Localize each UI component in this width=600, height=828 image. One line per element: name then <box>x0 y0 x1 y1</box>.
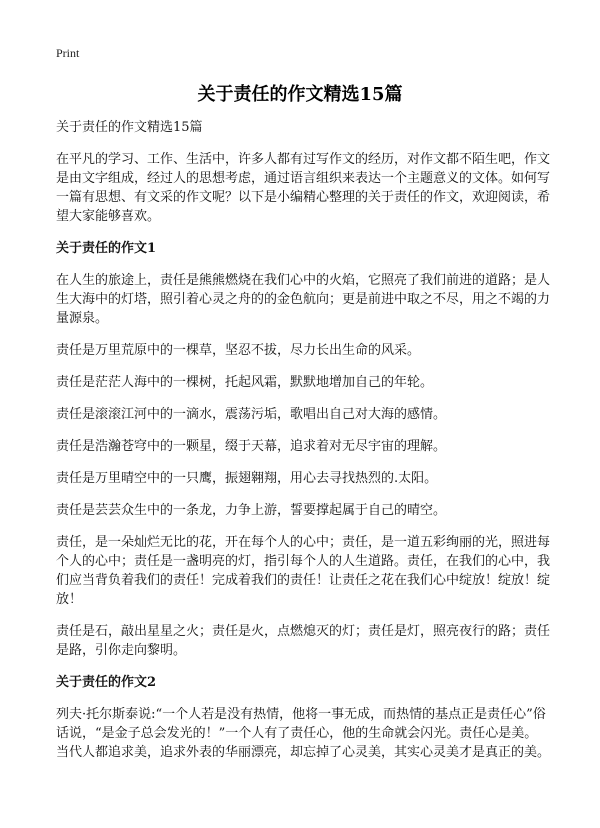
page-title: 关于责任的作文精选15篇 <box>197 84 403 105</box>
paragraph: 责任是万里荒原中的一棵草，坚忍不拔，尽力长出生命的风采。 <box>56 343 421 358</box>
article-body <box>56 118 550 775</box>
subtitle: 关于责任的作文精选15篇 <box>56 120 203 135</box>
paragraph: 责任是芸芸众生中的一条龙，力争上游，誓要撑起属于自己的晴空。 <box>56 503 447 518</box>
intro-paragraph: 在平凡的学习、工作、生活中，许多人都有过写作文的经历，对作文都不陌生吧，作文是由文字组成，经过人的思想考虑，通过语言组织来表达一个主题意义的文体。如何写一篇有思想、有文采的作文呢？以下是小编精心整理的关于责任的作文，欢迎阅读，希望大家能够喜欢。 <box>56 152 551 224</box>
print-link[interactable]: Print <box>56 46 80 60</box>
paragraph: 在人生的旅途上，责任是熊熊燃烧在我们心中的火焰，它照亮了我们前进的道路；是人生大海中的灯塔，照引着心灵之舟的的金色航向；更是前进中取之不尽，用之不竭的力量源泉。 <box>56 273 551 326</box>
paragraph: 责任是茫茫人海中的一棵树，托起风霜，默默地增加自己的年轮。 <box>56 375 434 390</box>
paragraph: 责任是万里晴空中的一只鹰，振翅翱翔，用心去寻找热烈的.太阳。 <box>56 471 438 486</box>
paragraph: 列夫·托尔斯泰说:“一个人若是没有热情，他将一事无成，而热情的基点正是责任心”俗话说，“是金子总会发光的！”一个人有了责任心，他的生命就会闪光。责任心是美。当代人都追求美，追求外表的华丽漂亮，却忘掉了心灵美，其实心灵美才是真正的美。 <box>56 707 551 760</box>
section-heading-1: 关于责任的作文1 <box>56 241 157 256</box>
section-heading-2: 关于责任的作文2 <box>56 675 157 690</box>
paragraph: 责任，是一朵灿烂无比的花，开在每个人的心中；责任，是一道五彩绚丽的光，照进每个人的心中；责任是一盏明亮的灯，指引每个人的人生道路。责任，在我们的心中，我们应当背负着我们的责任！完成着我们的责任！让责任之花在我们心中绽放！绽放！绽放！ <box>56 535 551 607</box>
paragraph: 责任是浩瀚苍穹中的一颗星，缀于天幕，追求着对无尽宇宙的理解。 <box>56 439 447 454</box>
paragraph: 责任是石，敲出星星之火；责任是火，点燃熄灭的灯；责任是灯，照亮夜行的路；责任是路，引你走向黎明。 <box>56 624 551 658</box>
paragraph: 责任是滚滚江河中的一滴水，震荡污垢，歌唱出自己对大海的感情。 <box>56 407 447 422</box>
